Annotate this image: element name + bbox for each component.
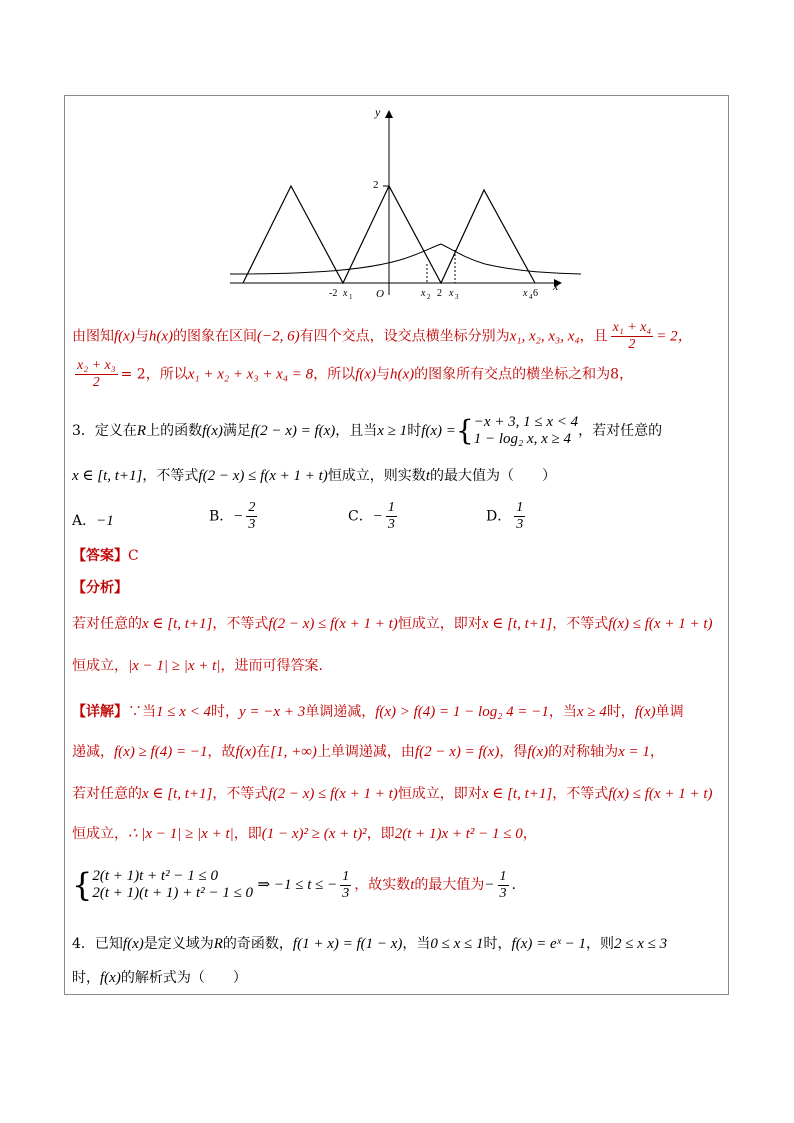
detail-line-3: 若对任意的x ∈ [t, t+1]，不等式f(2 − x) ≤ f(x + 1 + t)恒成立，即对x ∈ [t, t+1]，不等式f(x) ≤ f(x + 1 + t)	[72, 786, 713, 802]
axis-y-label: y	[375, 105, 381, 119]
fraction: $\frac{1}{3}$	[387, 500, 395, 532]
option-a[interactable]: A．−1	[72, 513, 114, 529]
x4-label: x	[523, 288, 528, 299]
x2-label: x	[421, 288, 426, 299]
tick-6: 6	[533, 288, 538, 299]
fraction: $\frac{1}{3}$	[499, 868, 507, 901]
option-c[interactable]: C．− $\frac{1}{3}$	[348, 500, 395, 532]
x1-label: x	[343, 288, 348, 299]
piecewise-cases: −x + 3, 1 ≤ x < 4 1 − log₂ x, x ≥ 4	[473, 414, 579, 447]
option-b[interactable]: B．− $\frac{2}{3}$	[209, 500, 256, 532]
analysis-line-1: 若对任意的x ∈ [t, t+1]，不等式f(2 − x) ≤ f(x + 1 + t)恒成立，即对x ∈ [t, t+1]，不等式f(x) ≤ f(x + 1 + t)	[72, 616, 713, 632]
analysis-label: 【分析】	[72, 580, 128, 596]
question-3-line-2: x ∈ [t, t+1]，不等式f(2 − x) ≤ f(x + 1 + t)恒成立，则实数t的最大值为（ ）	[72, 468, 556, 484]
fraction: $\frac{2}{3}$	[248, 500, 256, 532]
x3-sub: 3	[455, 293, 459, 300]
answer-line: 【答案】C	[72, 548, 139, 564]
tick-m2: -2	[329, 288, 338, 299]
question-3-line-1: 3．定义在R上的函数f(x)满足f(2 − x) = f(x)，且当x ≥ 1时f(x) ={ −x + 3, 1 ≤ x < 4 1 − log₂ x, x ≥ 4 ，若对任意的	[72, 414, 663, 447]
h-curve	[230, 244, 581, 274]
detail-line-5: { 2(t + 1)t + t² − 1 ≤ 0 2(t + 1)(t + 1) + t² − 1 ≤ 0 ⇒ −1 ≤ t ≤ − $\frac{1}{3}$ ，故实数t的最大值为− $\frac{1}{3}$ .	[72, 866, 516, 904]
brace: {	[72, 866, 93, 904]
question-4-line-1: 4．已知f(x)是定义域为R的奇函数，f(1 + x) = f(1 − x)，当0 ≤ x ≤ 1时，f(x) = eˣ − 1，则2 ≤ x ≤ 3	[72, 936, 668, 952]
tick-y2: 2	[373, 179, 379, 191]
fraction: $\frac{1}{3}$	[516, 500, 524, 532]
conclusion-line-1: 由图知f(x)与h(x)的图象在区间(−2, 6)有四个交点，设交点横坐标分别为x₁, x₂, x₃, x₄，且 $\frac{\text{x₁ + x₄}}{2}$ = 2，	[72, 320, 693, 352]
brace: {	[455, 414, 474, 447]
conclusion-line-2: $\frac{\text{x₂ + x₃}}{2}$ = 2，所以x₁ + x₂ + x₃ + x₄ = 8，所以f(x)与h(x)的图象所有交点的横坐标之和为8，	[77, 358, 634, 390]
fraction: $\frac{\text{x₂ + x₃}}{2}$	[77, 358, 116, 390]
analysis-line-2: 恒成立，|x − 1| ≥ |x + t|，进而可得答案.	[72, 658, 323, 674]
detail-line-1: 【详解】∵当1 ≤ x < 4时，y = −x + 3单调递减，f(x) > f(4) = 1 − log₂ 4 = −1，当x ≥ 4时，f(x)单调	[72, 704, 684, 720]
fraction: $\frac{\text{x₁ + x₄}}{2}$	[612, 320, 652, 352]
tick-2: 2	[437, 288, 442, 299]
system-cases: 2(t + 1)t + t² − 1 ≤ 0 2(t + 1)(t + 1) + t² − 1 ≤ 0	[92, 868, 254, 901]
function-graph	[225, 100, 585, 300]
x1-sub: 1	[349, 293, 353, 300]
detail-line-2: 递减，f(x) ≥ f(4) = −1，故f(x)在[1, +∞)上单调递减，由f(2 − x) = f(x)，得f(x)的对称轴为x = 1，	[72, 744, 664, 760]
x2-sub: 2	[427, 293, 431, 300]
x3-label: x	[449, 288, 454, 299]
origin-label: O	[376, 288, 384, 300]
x4-sub: 4	[529, 293, 533, 300]
fraction: $\frac{1}{3}$	[342, 868, 350, 901]
axis-x-label: x	[553, 279, 559, 293]
question-4-line-2: 时，f(x)的解析式为（ ）	[72, 970, 247, 986]
option-d[interactable]: D． $\frac{1}{3}$	[486, 500, 524, 532]
detail-line-4: 恒成立，∴ |x − 1| ≥ |x + t|，即(1 − x)² ≥ (x + t)²，即2(t + 1)x + t² − 1 ≤ 0，	[72, 826, 537, 842]
